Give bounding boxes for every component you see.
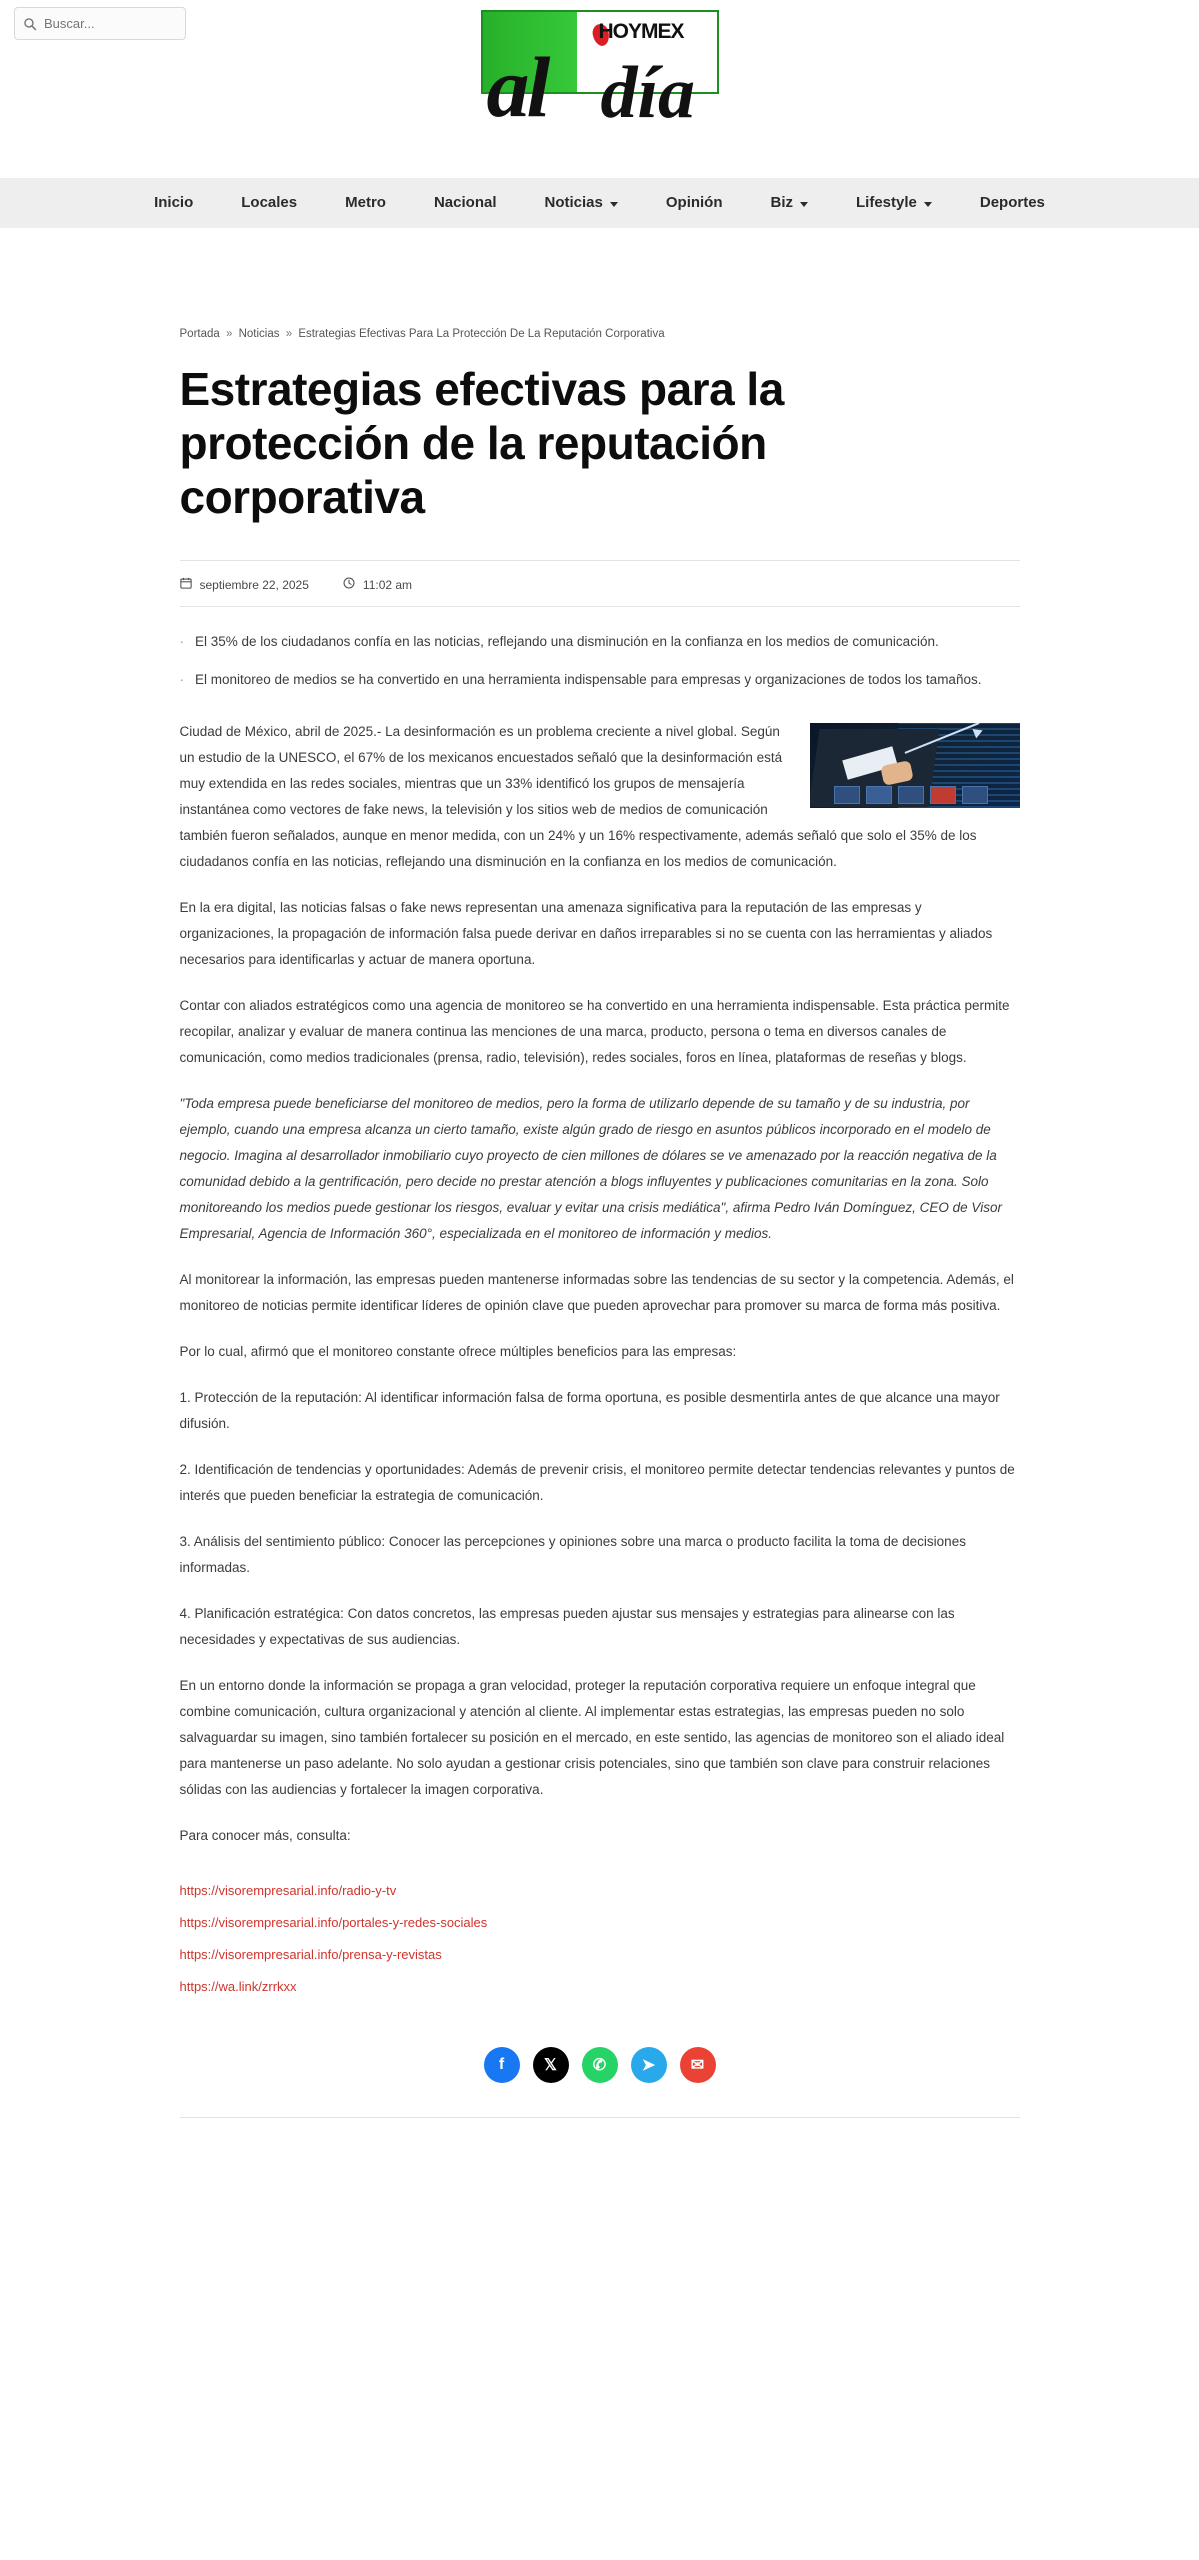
article-time <box>343 577 412 592</box>
nav-label: Deportes <box>979 194 1045 211</box>
article-paragraph: En la era digital, las noticias falsas o fake news representan una amenaza significativa para la reputación de las empresas y organizaciones, la propagación de información falsa puede derivar en daños irreparables si no se cuenta con las herramientas y aliados necesarios para identificarlas y actuar de manera oportuna. <box>179 900 993 967</box>
nav-item-lifestyle[interactable] <box>832 178 956 228</box>
logo-main-text: al <box>486 39 548 135</box>
share-telegram-button[interactable] <box>631 2047 667 2083</box>
breadcrumb-separator: » <box>225 328 233 340</box>
article-link[interactable]: https://wa.link/zrrkxx <box>179 1979 297 1994</box>
article-date <box>180 577 309 592</box>
bullet-dot-icon: · <box>179 672 184 687</box>
nav-label: Noticias <box>544 194 603 211</box>
whatsapp-icon: ✆ <box>592 2057 607 2074</box>
highlight-text: El 35% de los ciudadanos confía en las noticias, reflejando una disminución en la confianza en los medios de comunicación. <box>195 634 939 649</box>
nav-item-deportes[interactable] <box>956 178 1069 228</box>
share-x-button[interactable] <box>533 2047 569 2083</box>
nav-item-inicio[interactable] <box>130 178 217 228</box>
article-highlights <box>180 629 1020 693</box>
nav-label: Biz <box>770 194 794 211</box>
chevron-down-icon <box>800 202 808 207</box>
x-twitter-icon: 𝕏 <box>544 2057 557 2074</box>
article-meta <box>180 561 1020 607</box>
site-logo[interactable] <box>481 10 719 150</box>
nav-item-metro[interactable] <box>321 178 410 228</box>
article-paragraph: En un entorno donde la información se propaga a gran velocidad, proteger la reputación corporativa requiere un enfoque integral que combine comunicación, cultura organizacional y atención al cliente. Al implementar estas estrategias, las empresas pueden no solo salvaguardar su imagen, sino también fortalecer su posición en el mercado, en este sentido, las agencias de monitoreo son el aliado ideal para mantenerse un paso adelante. No solo ayudan a gestionar crisis potenciales, sino que también son clave para construir relaciones sólidas con las audiencias y fortalecer la imagen corporativa. <box>179 1678 1005 1797</box>
article-image <box>810 723 1020 808</box>
breadcrumb-item-portada[interactable]: Portada <box>179 328 220 340</box>
nav-label: Inicio <box>154 194 194 211</box>
site-header <box>0 0 1199 178</box>
nav-label: Opinión <box>665 194 723 211</box>
article-paragraph: Contar con aliados estratégicos como una agencia de monitoreo se ha convertido en una herramienta indispensable. Esta práctica permite recopilar, analizar y evaluar de manera continua las menciones de una marca, producto, persona o tema en diversos canales de comunicación, como medios tradicionales (prensa, radio, televisión), redes sociales, foros en línea, plataformas de reseñas y blogs. <box>179 998 1010 1065</box>
article-link[interactable]: https://visorempresarial.info/portales-y-redes-sociales <box>179 1915 488 1930</box>
article-paragraph: 2. Identificación de tendencias y oportunidades: Además de prevenir crisis, el monitoreo permite detectar tendencias relevantes y puntos de interés que pueden beneficiar la estrategia de comunicación. <box>179 1462 1015 1503</box>
list-item <box>180 629 1020 655</box>
breadcrumb <box>180 328 1020 340</box>
article-link[interactable]: https://visorempresarial.info/prensa-y-revistas <box>179 1947 442 1962</box>
article-image-canvas <box>810 723 1020 808</box>
page-body <box>0 228 1199 2188</box>
chevron-down-icon <box>924 202 932 207</box>
search-input[interactable] <box>44 16 177 31</box>
search-icon <box>23 17 37 31</box>
logo-script-text: día <box>600 52 696 134</box>
article-paragraph: 3. Análisis del sentimiento público: Conocer las percepciones y opiniones sobre una marca o producto facilita la toma de decisiones informadas. <box>179 1534 966 1575</box>
nav-label: Metro <box>345 194 386 211</box>
clock-icon <box>343 577 355 592</box>
share-email-button[interactable] <box>680 2047 716 2083</box>
nav-item-noticias[interactable] <box>521 178 642 228</box>
share-whatsapp-button[interactable] <box>582 2047 618 2083</box>
nav-label: Locales <box>241 194 298 211</box>
share-facebook-button[interactable] <box>484 2047 520 2083</box>
nav-item-biz[interactable] <box>747 178 833 228</box>
article-date-text: septiembre 22, 2025 <box>199 577 309 592</box>
nav-item-nacional[interactable] <box>410 178 521 228</box>
article-paragraph: 1. Protección de la reputación: Al identificar información falsa de forma oportuna, es posible desmentirla antes de que alcance una mayor difusión. <box>179 1390 1000 1431</box>
page-title: Estrategias efectivas para la protección de la reputación corporativa <box>179 363 784 523</box>
search-box[interactable] <box>14 7 186 40</box>
article-paragraph: Ciudad de México, abril de 2025.- La desinformación es un problema creciente a nivel global. Según un estudio de la UNESCO, el 67% de los mexicanos encuestados señaló que la desinformación está muy extendida en las redes sociales, mientras que un 33% identificó los grupos de mensajería instantánea como vectores de fake news, la televisión y los sitios web de medios de comunicación también fueron señalados, aunque en menor medida, con un 24% y un 16% respectivamente, además señaló que solo el 35% de los ciudadanos confía en las noticias, reflejando una disminución en la confianza en los medios de comunicación. <box>179 724 977 869</box>
main-navigation <box>0 178 1199 228</box>
breadcrumb-item-current: Estrategias Efectivas Para La Protección De La Reputación Corporativa <box>298 328 665 340</box>
email-icon: ✉ <box>690 2057 705 2074</box>
article-paragraph: Al monitorear la información, las empresas pueden mantenerse informadas sobre las tendencias de su sector y la competencia. Además, el monitoreo de noticias permite identificar líderes de opinión clave que pueden aprovechar para promover su marca de forma más positiva. <box>179 1272 1014 1313</box>
article-time-text: 11:02 am <box>362 577 413 592</box>
logo-subbrand: HOYMEX <box>598 20 684 43</box>
article-paragraph: Por lo cual, afirmó que el monitoreo constante ofrece múltiples beneficios para las empresas: <box>179 1344 737 1359</box>
article-paragraph: Para conocer más, consulta: <box>179 1828 351 1843</box>
list-item <box>180 667 1020 693</box>
nav-item-locales[interactable] <box>217 178 321 228</box>
calendar-icon <box>180 577 192 592</box>
breadcrumb-item-noticias[interactable]: Noticias <box>238 328 280 340</box>
highlight-text: El monitoreo de medios se ha convertido en una herramienta indispensable para empresas y organizaciones de todos los tamaños. <box>195 672 982 687</box>
nav-label: Nacional <box>433 194 497 211</box>
share-bar <box>180 2047 1020 2083</box>
article-paragraph: 4. Planificación estratégica: Con datos concretos, las empresas pueden ajustar sus mensajes y estrategias para alinearse con las necesidades y expectativas de sus audiencias. <box>179 1606 955 1647</box>
article-links <box>180 1875 1020 2003</box>
nav-item-opinion[interactable] <box>642 178 747 228</box>
article-quote: "Toda empresa puede beneficiarse del monitoreo de medios, pero la forma de utilizarlo depende de su tamaño y de su industria, por ejemplo, cuando una empresa alcanza un cierto tamaño, existe algún grado de riesgo en asuntos públicos incorporado en el modelo de negocio. Imagina al desarrollador inmobiliario cuyo proyecto de cien millones de dólares se ve amenazado por la reacción negativa de la comunidad debido a la gentrificación, pero decide no prestar atención a blogs influyentes y publicaciones comunitarias en la zona. Solo monitoreando los medios puede gestionar los riesgos, evaluar y evitar una crisis mediática", afirma Pedro Iván Domínguez, CEO de Visor Empresarial, Agencia de Información 360°, especializada en el monitoreo de información y medios. <box>179 1096 1002 1241</box>
breadcrumb-separator: » <box>285 328 293 340</box>
nav-label: Lifestyle <box>856 194 917 211</box>
facebook-icon: f <box>498 2056 505 2073</box>
bullet-dot-icon: · <box>179 634 184 649</box>
page-tail-spacer <box>180 2118 1020 2188</box>
chevron-down-icon <box>610 202 618 207</box>
telegram-icon: ➤ <box>641 2057 656 2074</box>
article-link[interactable]: https://visorempresarial.info/radio-y-tv <box>179 1883 397 1898</box>
